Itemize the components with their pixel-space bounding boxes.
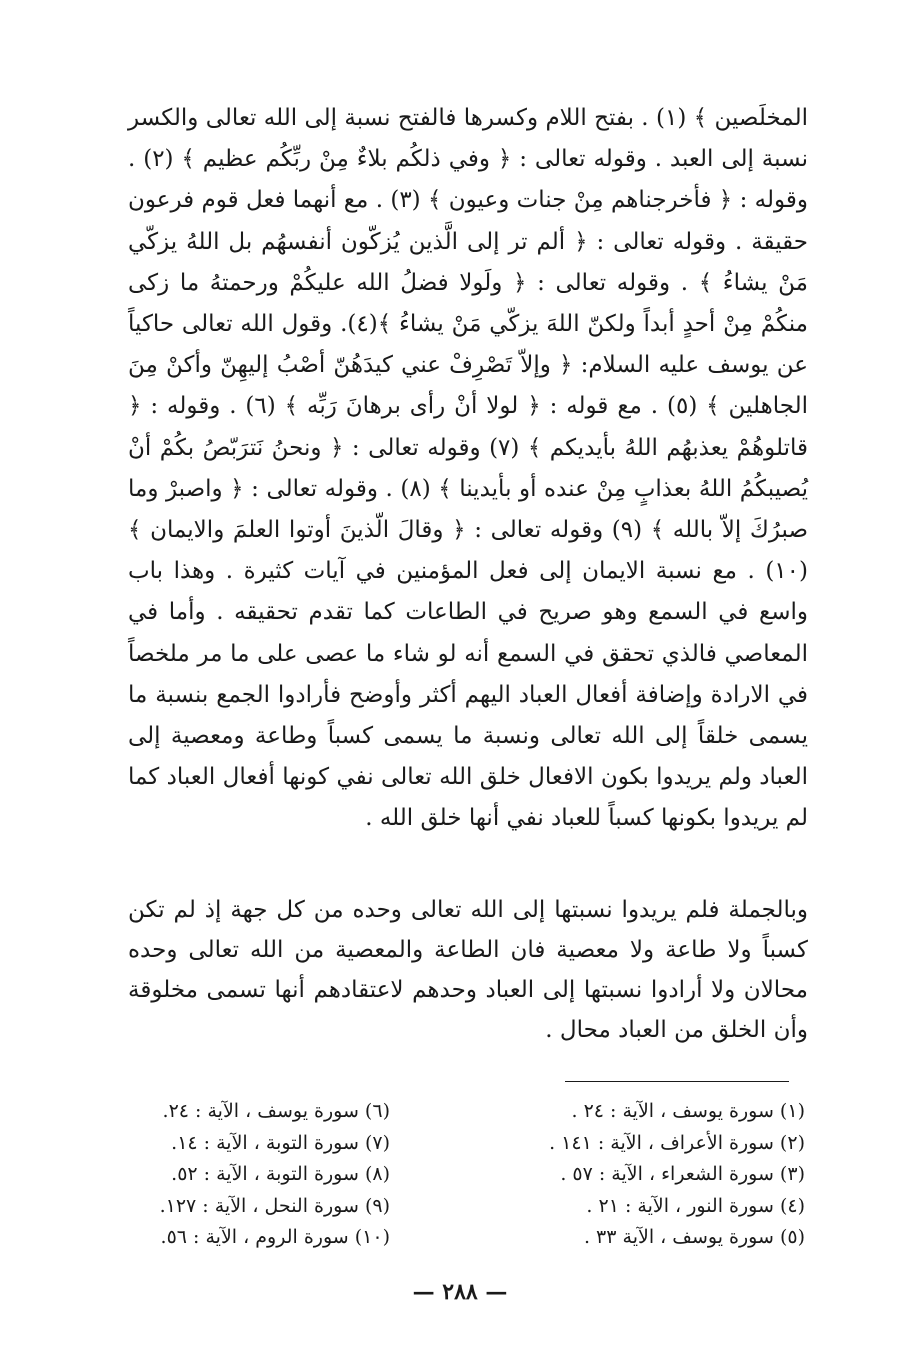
- footnote-item: (٤) سورة النور ، الآية : ٢١ .: [586, 1194, 805, 1217]
- footnote-item: (١٠) سورة الروم ، الآية : ٥٦.: [160, 1226, 390, 1248]
- footnote-item: (٥) سورة يوسف ، الآية ٣٣ .: [583, 1226, 805, 1248]
- footnote-item: (٢) سورة الأعراف ، الآية : ١٤١ .: [549, 1131, 805, 1154]
- footnote-item: (٦) سورة يوسف ، الآية : ٢٤.: [162, 1100, 390, 1122]
- footnotes-column-left: [130, 1096, 390, 1254]
- footnote-separator: [565, 1081, 789, 1082]
- main-paragraph: المخلَصين ﴾ (١) . بفتح اللام وكسرها فالفتح نسبة إلى الله تعالى والكسر نسبة إلى العبد . وقوله تعالى : ﴿ وفي ذلكُم بلاءٌ مِنْ ربِّكُم عظيم ﴾ (٢) . وقوله : ﴿ فأخرجناهم مِنْ جنات وعيون ﴾ (٣) . مع أنهما فعل قوم فرعون حقيقة . وقوله تعالى : ﴿ ألم تر إلى الَّذين يُزكّون أنفسهُم بل اللهُ يزكّي مَنْ يشاءُ ﴾ . وقوله تعالى : ﴿ ولَولا فضلُ الله عليكُمْ ورحمتهُ ما زكى منكُمْ مِنْ أحدٍ أبداً ولكنّ اللهَ يزكّي مَنْ يشاءُ ﴾(٤). وقول الله تعالى حاكياً عن يوسف عليه السلام: ﴿ وإلاّ تَصْرِفْ عني كيدَهُنّ أصْبُ إليهِنّ وأكنْ مِنَ الجاهلين ﴾ (٥) . مع قوله : ﴿ لولا أنْ رأى برهانَ رَبِّه ﴾ (٦) . وقوله : ﴿ قاتلوهُمْ يعذبهُم اللهُ بأيديكم ﴾ (٧) وقوله تعالى : ﴿ ونحنُ نَترَبّصُ بكُمْ أنْ يُصيبكُمُ اللهُ بعذابٍ مِنْ عنده أو بأيدينا ﴾ (٨) . وقوله تعالى : ﴿ واصبرْ وما صبرُكَ إلاّ بالله ﴾ (٩) وقوله تعالى : ﴿ وقالَ الّذينَ أوتوا العلمَ والايمان ﴾ (١٠) . مع نسبة الايمان إلى فعل المؤمنين في آيات كثيرة . وهذا باب واسع في السمع وهو صريح في الطاعات كما تقدم تحقيقه . وأما في المعاصي فالذي تحقق في السمع أنه لو شاء ما عصى على ما مر ملخصاً في الارادة وإضافة أفعال العباد اليهم أكثر وأوضح فأرادوا الجمع بنسبة ما يسمى خلقاً إلى الله تعالى ونسبة ما يسمى كسباً وطاعة ومعصية إلى العباد ولم يريدوا بكون الافعال خلق الله تعالى نفي كونها أفعال العباد كما لم يريدوا بكونها كسباً للعباد نفي أنها خلق الله .: [128, 105, 809, 832]
- conclusion-paragraph: وبالجملة فلم يريدوا نسبتها إلى الله تعالى وحده من كل جهة إذ لم تكن كسباً ولا طاعة ولا معصية فان الطاعة والمعصية من الله تعالى وحده محالان ولا أرادوا نسبتها إلى العباد وحدهم لاعتقادهم أنها تسمى مخلوقة وأن الخلق من العباد محال .: [128, 897, 808, 1043]
- footnote-item: (٨) سورة التوبة ، الآية : ٥٢.: [171, 1163, 390, 1185]
- page-number: — ٢٨٨ —: [412, 1279, 508, 1305]
- footnote-item: (٧) سورة التوبة ، الآية : ١٤.: [171, 1131, 390, 1154]
- footnotes-column-right: [545, 1096, 805, 1254]
- footnote-item: (٣) سورة الشعراء ، الآية : ٥٧ .: [560, 1163, 805, 1185]
- footnote-item: (١) سورة يوسف ، الآية : ٢٤ .: [571, 1100, 805, 1122]
- footnote-item: (٩) سورة النحل ، الآية : ١٢٧.: [159, 1194, 390, 1217]
